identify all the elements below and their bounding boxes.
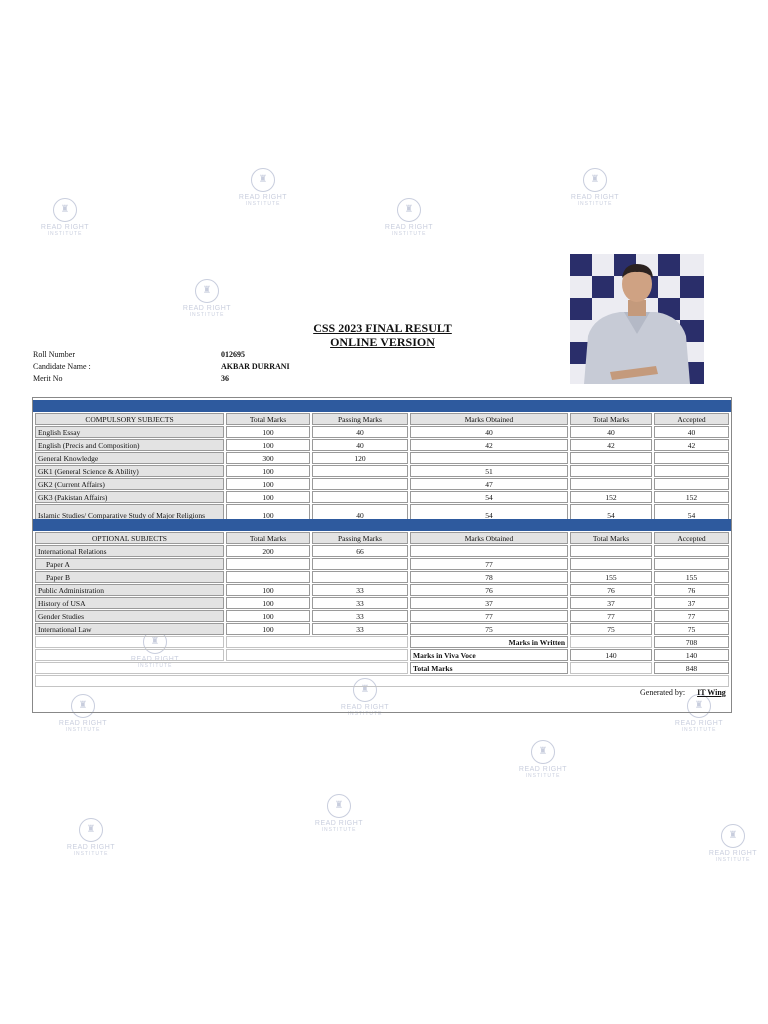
info-value: 36	[221, 374, 229, 383]
subject-total-cell	[570, 452, 652, 464]
candidate-info	[33, 350, 333, 386]
accepted-cell: 54	[654, 504, 729, 526]
compulsory-header-bar	[33, 400, 731, 412]
total-marks-cell: 100	[226, 426, 310, 438]
crest-icon: ♜	[79, 818, 103, 842]
subject-total-cell: 37	[570, 597, 652, 609]
info-merit-no	[33, 374, 333, 386]
info-value: 012695	[221, 350, 245, 359]
crest-icon: ♜	[583, 168, 607, 192]
subject-total-cell	[570, 478, 652, 490]
watermark-logo: ♜ READ RIGHT INSTITUTE	[330, 678, 400, 717]
candidate-photo	[570, 254, 704, 384]
subject-name: English (Precis and Composition)	[35, 439, 224, 451]
total-marks-value: 848	[654, 662, 729, 674]
table-row	[35, 478, 729, 490]
column-header: Passing Marks	[312, 413, 408, 425]
passing-marks-cell	[312, 571, 408, 583]
passing-marks-cell: 40	[312, 504, 408, 526]
passing-marks-cell: 40	[312, 426, 408, 438]
total-marks-cell: 100	[226, 439, 310, 451]
total-marks-cell	[226, 558, 310, 570]
accepted-cell: 155	[654, 571, 729, 583]
marks-in-written-label: Marks in Written	[410, 636, 568, 648]
marks-obtained-cell	[410, 545, 568, 557]
total-marks-cell: 100	[226, 610, 310, 622]
watermark-logo: ♜ READ RIGHT INSTITUTE	[172, 279, 242, 318]
table-row	[35, 439, 729, 451]
column-header: Passing Marks	[312, 532, 408, 544]
total-marks-cell: 100	[226, 491, 310, 503]
passing-marks-cell	[312, 478, 408, 490]
marks-in-written-row	[35, 636, 729, 648]
passing-marks-cell: 33	[312, 597, 408, 609]
table-row	[35, 623, 729, 635]
marks-in-viva-label: Marks in Viva Voce	[410, 649, 568, 661]
total-marks-cell: 300	[226, 452, 310, 464]
table-row	[35, 465, 729, 477]
optional-subjects-table	[33, 531, 731, 688]
watermark-logo: ♜ READ RIGHT INSTITUTE	[48, 694, 118, 733]
compulsory-header-row	[35, 413, 729, 425]
subject-name: English Essay	[35, 426, 224, 438]
generated-by-label: Generated by:	[640, 688, 686, 697]
generated-by	[640, 688, 726, 697]
accepted-cell: 75	[654, 623, 729, 635]
crest-icon: ♜	[251, 168, 275, 192]
accepted-cell: 76	[654, 584, 729, 596]
accepted-cell	[654, 478, 729, 490]
column-header: Marks Obtained	[410, 532, 568, 544]
subject-name: Gender Studies	[35, 610, 224, 622]
passing-marks-cell: 120	[312, 452, 408, 464]
watermark-logo: ♜ READ RIGHT INSTITUTE	[560, 168, 630, 207]
passing-marks-cell: 33	[312, 584, 408, 596]
table-row	[35, 426, 729, 438]
accepted-cell: 77	[654, 610, 729, 622]
table-row	[35, 597, 729, 609]
column-header: Marks Obtained	[410, 413, 568, 425]
subject-total-cell	[570, 465, 652, 477]
table-row	[35, 452, 729, 464]
crest-icon: ♜	[53, 198, 77, 222]
subject-name: GK2 (Current Affairs)	[35, 478, 224, 490]
marks-in-viva-total: 140	[570, 649, 652, 661]
generated-by-wing: IT Wing	[697, 688, 726, 697]
crest-icon: ♜	[71, 694, 95, 718]
table-row	[35, 610, 729, 622]
optional-header-bar	[33, 519, 731, 531]
marks-obtained-cell: 77	[410, 610, 568, 622]
table-row	[35, 491, 729, 503]
marks-obtained-cell: 76	[410, 584, 568, 596]
total-marks-cell: 200	[226, 545, 310, 557]
table-row	[35, 571, 729, 583]
total-marks-cell: 100	[226, 623, 310, 635]
watermark-logo: ♜ READ RIGHT INSTITUTE	[120, 630, 190, 669]
result-title	[300, 321, 465, 349]
subject-total-cell	[570, 558, 652, 570]
watermark-logo: ♜ READ RIGHT INSTITUTE	[304, 794, 374, 833]
accepted-cell	[654, 558, 729, 570]
total-marks-cell: 100	[226, 478, 310, 490]
blank-row	[35, 675, 729, 687]
marks-obtained-cell: 37	[410, 597, 568, 609]
table-row	[35, 545, 729, 557]
subject-total-cell: 42	[570, 439, 652, 451]
table-row	[35, 584, 729, 596]
column-header: Accepted	[654, 532, 729, 544]
marks-obtained-cell: 54	[410, 504, 568, 526]
marks-in-viva-row	[35, 649, 729, 661]
watermark-logo: ♜ READ RIGHT INSTITUTE	[374, 198, 444, 237]
total-marks-row	[35, 662, 729, 674]
accepted-cell: 152	[654, 491, 729, 503]
table-row	[35, 558, 729, 570]
marks-obtained-cell: 75	[410, 623, 568, 635]
subject-total-cell	[570, 545, 652, 557]
watermark-logo: ♜ READ RIGHT INSTITUTE	[664, 694, 734, 733]
subject-total-cell: 54	[570, 504, 652, 526]
accepted-cell	[654, 465, 729, 477]
column-header: COMPULSORY SUBJECTS	[35, 413, 224, 425]
subject-total-cell: 77	[570, 610, 652, 622]
subject-total-cell: 75	[570, 623, 652, 635]
total-marks-cell: 100	[226, 597, 310, 609]
result-title-line2: ONLINE VERSION	[330, 335, 435, 349]
subject-total-cell: 152	[570, 491, 652, 503]
compulsory-subjects-table	[33, 412, 731, 527]
accepted-cell: 37	[654, 597, 729, 609]
info-candidate-name	[33, 362, 333, 374]
watermark-logo: ♜ READ RIGHT INSTITUTE	[228, 168, 298, 207]
total-marks-cell: 100	[226, 504, 310, 526]
marks-in-viva-value: 140	[654, 649, 729, 661]
passing-marks-cell: 40	[312, 439, 408, 451]
info-roll-number	[33, 350, 333, 362]
marks-obtained-cell: 77	[410, 558, 568, 570]
subject-name: International Relations	[35, 545, 224, 557]
total-marks-cell	[226, 571, 310, 583]
passing-marks-cell: 66	[312, 545, 408, 557]
subject-name: GK1 (General Science & Ability)	[35, 465, 224, 477]
subject-name: History of USA	[35, 597, 224, 609]
crest-icon: ♜	[327, 794, 351, 818]
column-header: Total Marks	[570, 532, 652, 544]
crest-icon: ♜	[353, 678, 377, 702]
info-label: Roll Number	[33, 350, 75, 359]
candidate-photo-image	[570, 254, 704, 384]
subject-total-cell: 40	[570, 426, 652, 438]
info-label: Merit No	[33, 374, 63, 383]
info-value: AKBAR DURRANI	[221, 362, 290, 371]
result-table-container	[32, 397, 732, 713]
marks-obtained-cell: 54	[410, 491, 568, 503]
marks-in-written-value: 708	[654, 636, 729, 648]
total-marks-label: Total Marks	[410, 662, 568, 674]
watermark-logo: ♜ READ RIGHT INSTITUTE	[508, 740, 578, 779]
subject-name: General Knowledge	[35, 452, 224, 464]
column-header: Total Marks	[570, 413, 652, 425]
column-header: Total Marks	[226, 413, 310, 425]
subject-name: Paper B	[35, 571, 224, 583]
subject-total-cell: 76	[570, 584, 652, 596]
accepted-cell	[654, 545, 729, 557]
crest-icon: ♜	[195, 279, 219, 303]
passing-marks-cell	[312, 465, 408, 477]
total-marks-cell: 100	[226, 465, 310, 477]
marks-obtained-cell: 40	[410, 426, 568, 438]
subject-name: International Law	[35, 623, 224, 635]
crest-icon: ♜	[687, 694, 711, 718]
crest-icon: ♜	[143, 630, 167, 654]
column-header: Total Marks	[226, 532, 310, 544]
accepted-cell: 42	[654, 439, 729, 451]
passing-marks-cell	[312, 558, 408, 570]
watermark-logo: ♜ READ RIGHT INSTITUTE	[56, 818, 126, 857]
crest-icon: ♜	[397, 198, 421, 222]
marks-obtained-cell: 78	[410, 571, 568, 583]
crest-icon: ♜	[531, 740, 555, 764]
marks-obtained-cell: 42	[410, 439, 568, 451]
marks-obtained-cell: 47	[410, 478, 568, 490]
column-header: OPTIONAL SUBJECTS	[35, 532, 224, 544]
accepted-cell	[654, 452, 729, 464]
info-label: Candidate Name :	[33, 362, 91, 371]
subject-name: GK3 (Pakistan Affairs)	[35, 491, 224, 503]
optional-header-row	[35, 532, 729, 544]
marks-obtained-cell: 51	[410, 465, 568, 477]
subject-name: Islamic Studies/ Comparative Study of Major Religions	[35, 504, 224, 526]
watermark-logo: ♜ READ RIGHT INSTITUTE	[698, 824, 768, 863]
subject-name: Public Administration	[35, 584, 224, 596]
accepted-cell: 40	[654, 426, 729, 438]
total-marks-cell: 100	[226, 584, 310, 596]
result-title-line1: CSS 2023 FINAL RESULT	[313, 321, 452, 335]
column-header: Accepted	[654, 413, 729, 425]
crest-icon: ♜	[721, 824, 745, 848]
passing-marks-cell: 33	[312, 623, 408, 635]
subject-name: Paper A	[35, 558, 224, 570]
subject-total-cell: 155	[570, 571, 652, 583]
watermark-logo: ♜ READ RIGHT INSTITUTE	[30, 198, 100, 237]
marks-obtained-cell	[410, 452, 568, 464]
passing-marks-cell	[312, 491, 408, 503]
passing-marks-cell: 33	[312, 610, 408, 622]
